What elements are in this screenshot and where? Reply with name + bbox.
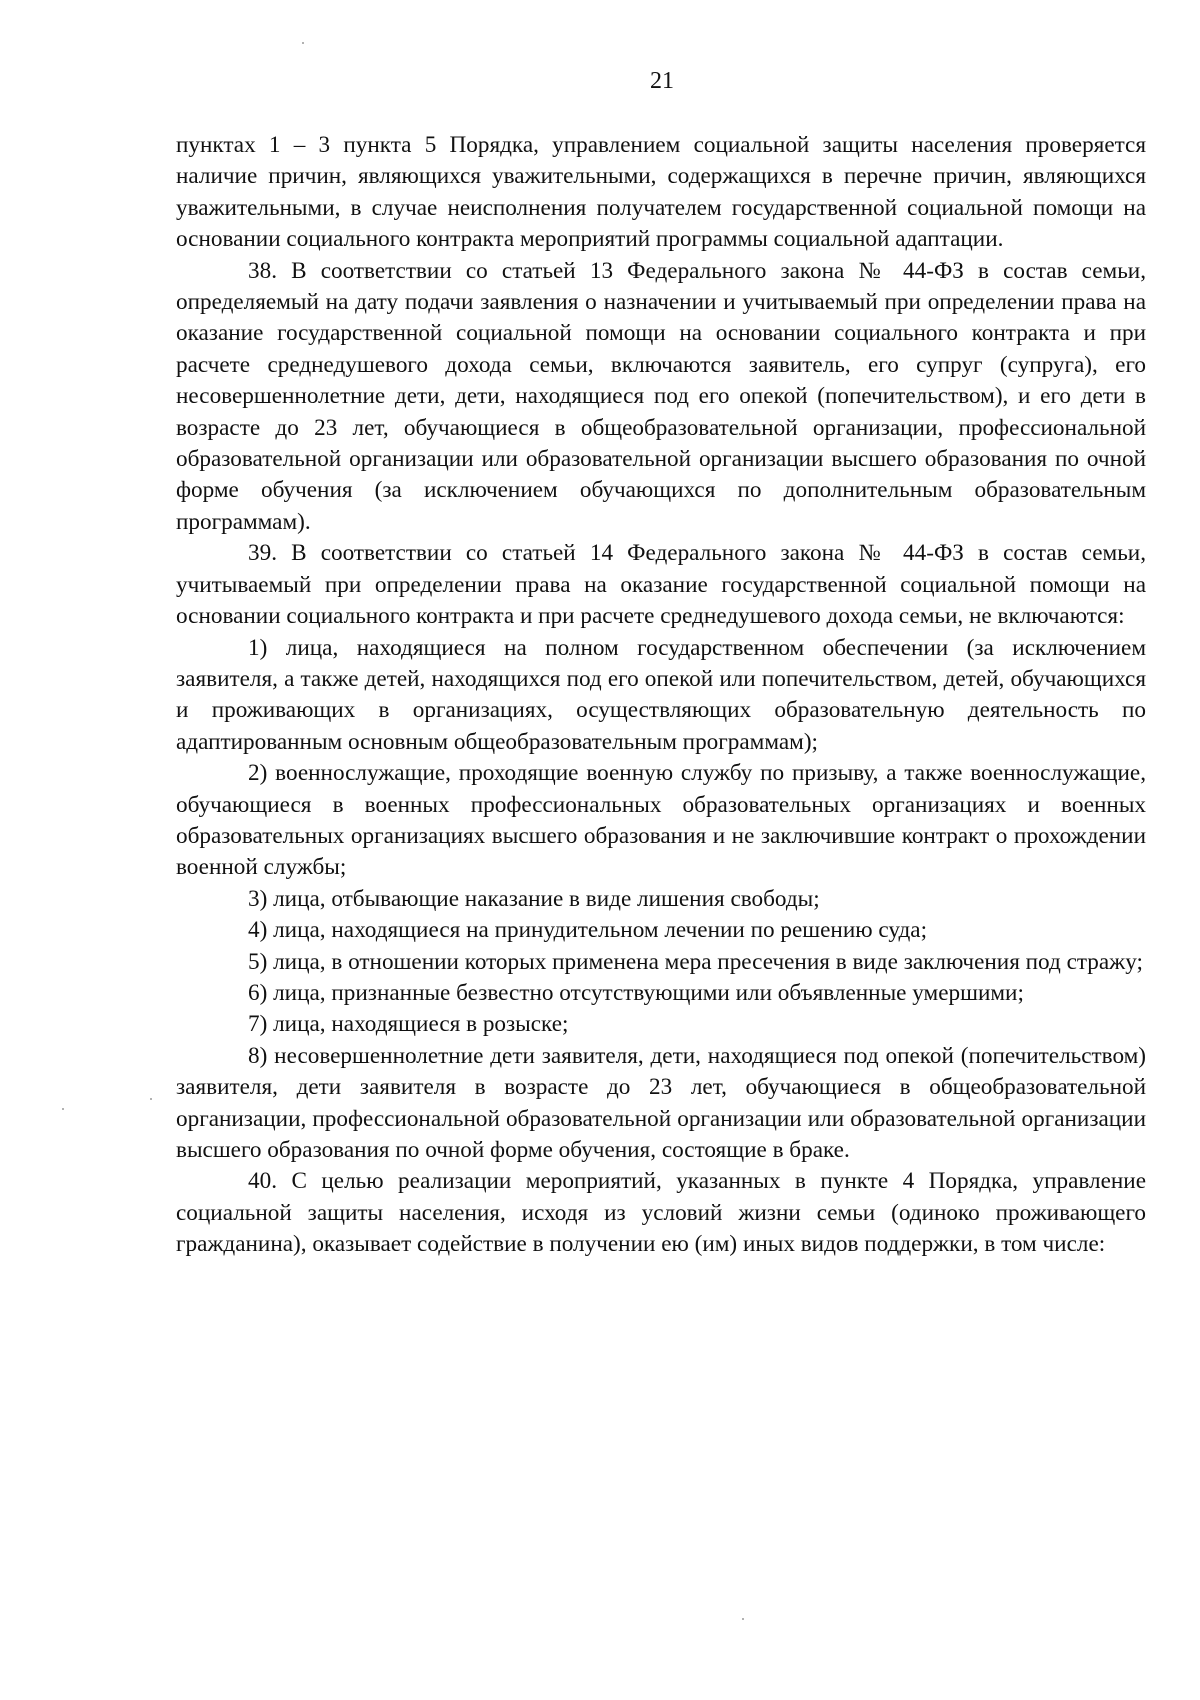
document-body bbox=[176, 130, 1146, 1261]
paragraph-39: 39. В соответствии со статьей 14 Федерального закона № 44-ФЗ в состав семьи, учитываемый при определении права на оказание государственной социальной помощи на основании социального контракта и при расчете среднедушевого дохода семьи, не включаются: bbox=[176, 540, 1146, 630]
paragraph-39-item-4: 4) лица, находящиеся на принудительном лечении по решению суда; bbox=[248, 917, 928, 944]
paragraph-39-item-3: 3) лица, отбывающие наказание в виде лишения свободы; bbox=[248, 885, 820, 912]
paragraph-39-item-5: 5) лица, в отношении которых применена мера пресечения в виде заключения под стражу; bbox=[248, 948, 1143, 975]
scan-speck bbox=[150, 1098, 152, 1100]
paragraph-39-item-6: 6) лица, признанные безвестно отсутствующими или объявленные умершими; bbox=[248, 979, 1024, 1006]
paragraph-38: 38. В соответствии со статьей 13 Федерального закона № 44-ФЗ в состав семьи, определяемый на дату подачи заявления о назначении и учитываемый при определении права на оказание государственной социальной помощи на основании социального контракта и при расчете среднедушевого дохода семьи, включаются заявитель, его супруг (супруга), его несовершеннолетние дети, дети, находящиеся под его опекой (попечительством), и его дети в возрасте до 23 лет, обучающиеся в общеобразовательной организации, профессиональной образовательной организации или образовательной организации высшего образования по очной форме обучения (за исключением обучающихся по дополнительным образовательным программам). bbox=[176, 257, 1146, 535]
paragraph-39-item-8: 8) несовершеннолетние дети заявителя, дети, находящиеся под опекой (попечительством) заявителя, дети заявителя в возрасте до 23 лет, обучающиеся в общеобразовательной организации, профессиональной образовательной организации или образовательной организации высшего образования по очной форме обучения, состоящие в браке. bbox=[176, 1042, 1146, 1163]
paragraph-40: 40. С целью реализации мероприятий, указанных в пункте 4 Порядка, управление социальной защиты населения, исходя из условий жизни семьи (одиноко проживающего гражданина), оказывает содействие в получении ею (им) иных видов поддержки, в том числе: bbox=[176, 1168, 1146, 1258]
paragraph-39-item-7: 7) лица, находящиеся в розыске; bbox=[248, 1011, 569, 1038]
scan-speck bbox=[742, 1618, 744, 1620]
paragraph-intro-continuation: пунктах 1 – 3 пункта 5 Порядка, управлением социальной защиты населения проверяется наличие причин, являющихся уважительными, содержащихся в перечне причин, являющихся уважительными, в случае неисполнения получателем государственной социальной помощи на основании социального контракта мероприятий программы социальной адаптации. bbox=[176, 132, 1146, 253]
scan-speck bbox=[62, 1108, 64, 1110]
paragraph-39-item-2: 2) военнослужащие, проходящие военную службу по призыву, а также военнослужащие, обучающиеся в военных профессиональных образовательных организациях и военных образовательных организациях высшего образования и не заключившие контракт о прохождении военной службы; bbox=[176, 760, 1146, 881]
scan-speck bbox=[302, 42, 304, 44]
page-number: 21 bbox=[650, 68, 674, 94]
paragraph-39-item-1: 1) лица, находящиеся на полном государственном обеспечении (за исключением заявителя, а также детей, находящихся под его опекой или попечительством, детей, обучающихся и проживающих в организациях, осуществляющих образовательную деятельность по адаптированным основным общеобразовательным программам); bbox=[176, 634, 1146, 755]
